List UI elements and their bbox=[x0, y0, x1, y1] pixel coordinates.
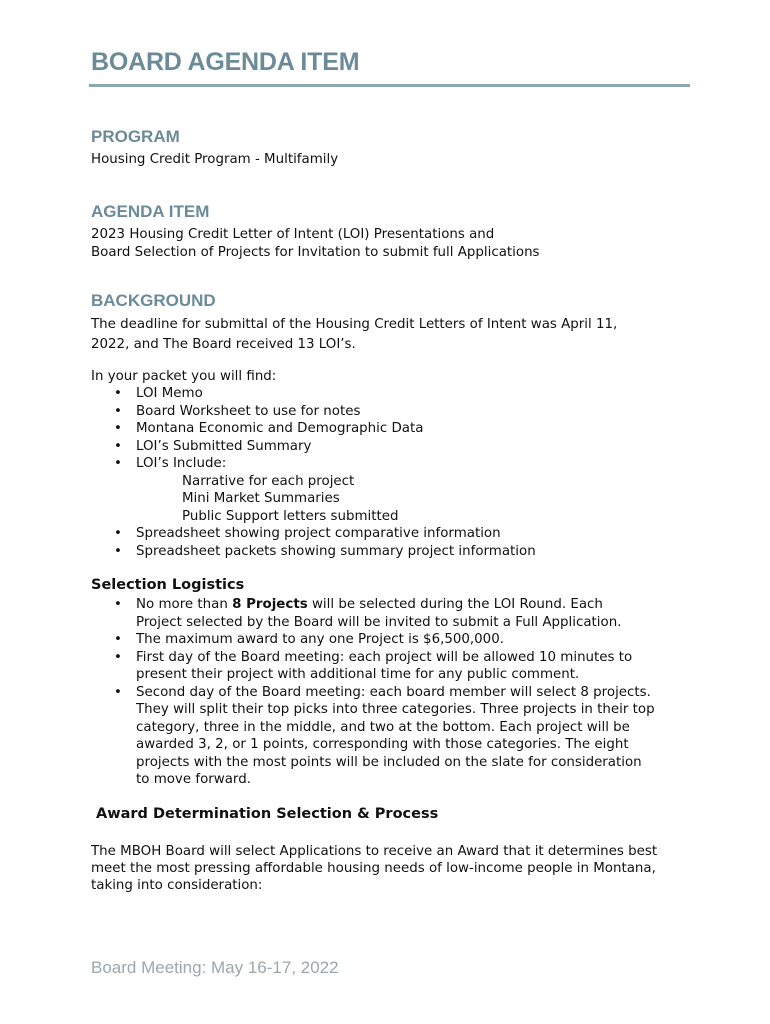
list-item-continuation: to move forward. bbox=[136, 772, 251, 787]
bullet-icon: • bbox=[114, 597, 122, 612]
list-item-continuation: Project selected by the Board will be invited to submit a Full Application. bbox=[136, 614, 622, 630]
program-text: Housing Credit Program - Multifamily bbox=[91, 152, 339, 167]
bullet-icon: • bbox=[114, 403, 122, 419]
award-line: meet the most pressing affordable housing needs of low-income people in Montana, bbox=[91, 861, 656, 876]
award-line: taking into consideration: bbox=[91, 878, 263, 893]
list-item: • Spreadsheet showing project comparative information bbox=[114, 526, 501, 541]
list-item: • Second day of the Board meeting: each board member will select 8 projects. bbox=[114, 684, 651, 700]
list-item-continuation: projects with the most points will be included on the slate for consideration bbox=[136, 754, 642, 770]
bullet-icon: • bbox=[114, 649, 122, 665]
agenda-item-heading: AGENDA ITEM bbox=[91, 202, 210, 221]
list-item-continuation: awarded 3, 2, or 1 points, corresponding with those categories. The eight bbox=[136, 737, 629, 752]
bullet-icon: • bbox=[114, 421, 122, 436]
program-heading: PROGRAM bbox=[91, 127, 180, 146]
background-line: The deadline for submittal of the Housing Credit Letters of Intent was April 11, bbox=[91, 317, 618, 332]
selection-logistics-heading: Selection Logistics bbox=[91, 577, 245, 593]
bullet-icon: • bbox=[114, 632, 122, 647]
list-item-continuation: category, three in the middle, and two at the bottom. Each project will be bbox=[136, 719, 630, 735]
sub-list-item: Mini Market Summaries bbox=[182, 491, 340, 506]
bullet-icon: • bbox=[114, 386, 122, 401]
list-item: • Board Worksheet to use for notes bbox=[114, 403, 361, 419]
list-item: • LOI’s Submitted Summary bbox=[114, 438, 312, 454]
list-item: • LOI Memo bbox=[114, 386, 203, 401]
bullet-icon: • bbox=[114, 543, 122, 559]
list-item: • First day of the Board meeting: each project will be allowed 10 minutes to bbox=[114, 649, 633, 665]
list-item: • The maximum award to any one Project is $6,500,000. bbox=[114, 632, 504, 647]
list-item: • LOI’s Include: bbox=[114, 456, 227, 471]
agenda-item-line: 2023 Housing Credit Letter of Intent (LOI) Presentations and bbox=[91, 227, 495, 242]
award-line: The MBOH Board will select Applications to receive an Award that it determines best bbox=[91, 844, 658, 859]
title-divider bbox=[89, 84, 690, 87]
sub-list-item: Narrative for each project bbox=[182, 473, 355, 489]
packet-intro: In your packet you will find: bbox=[91, 369, 277, 384]
bullet-icon: • bbox=[114, 456, 122, 471]
list-item-continuation: They will split their top picks into three categories. Three projects in their top bbox=[136, 702, 655, 717]
bullet-icon: • bbox=[114, 438, 122, 454]
background-line: 2022, and The Board received 13 LOI’s. bbox=[91, 337, 356, 352]
projects-count-emphasis: 8 Projects bbox=[232, 597, 308, 612]
background-heading: BACKGROUND bbox=[91, 291, 216, 310]
bullet-icon: • bbox=[114, 684, 122, 700]
bullet-icon: • bbox=[114, 526, 122, 541]
page-title: BOARD AGENDA ITEM bbox=[91, 48, 360, 76]
packet-list bbox=[0, 385, 536, 560]
list-item-continuation: present their project with additional time for any public comment. bbox=[136, 667, 580, 682]
selection-logistics-list bbox=[0, 596, 655, 789]
sub-list-item: Public Support letters submitted bbox=[182, 508, 399, 524]
list-item: • Spreadsheet packets showing summary project information bbox=[114, 543, 536, 559]
list-item: • Montana Economic and Demographic Data bbox=[114, 421, 424, 436]
page-footer: Board Meeting: May 16-17, 2022 bbox=[91, 958, 339, 977]
award-heading: Award Determination Selection & Process bbox=[96, 806, 439, 822]
agenda-item-line: Board Selection of Projects for Invitation to submit full Applications bbox=[91, 245, 540, 260]
list-item: • No more than 8 Projects will be selected during the LOI Round. Each bbox=[114, 597, 603, 612]
